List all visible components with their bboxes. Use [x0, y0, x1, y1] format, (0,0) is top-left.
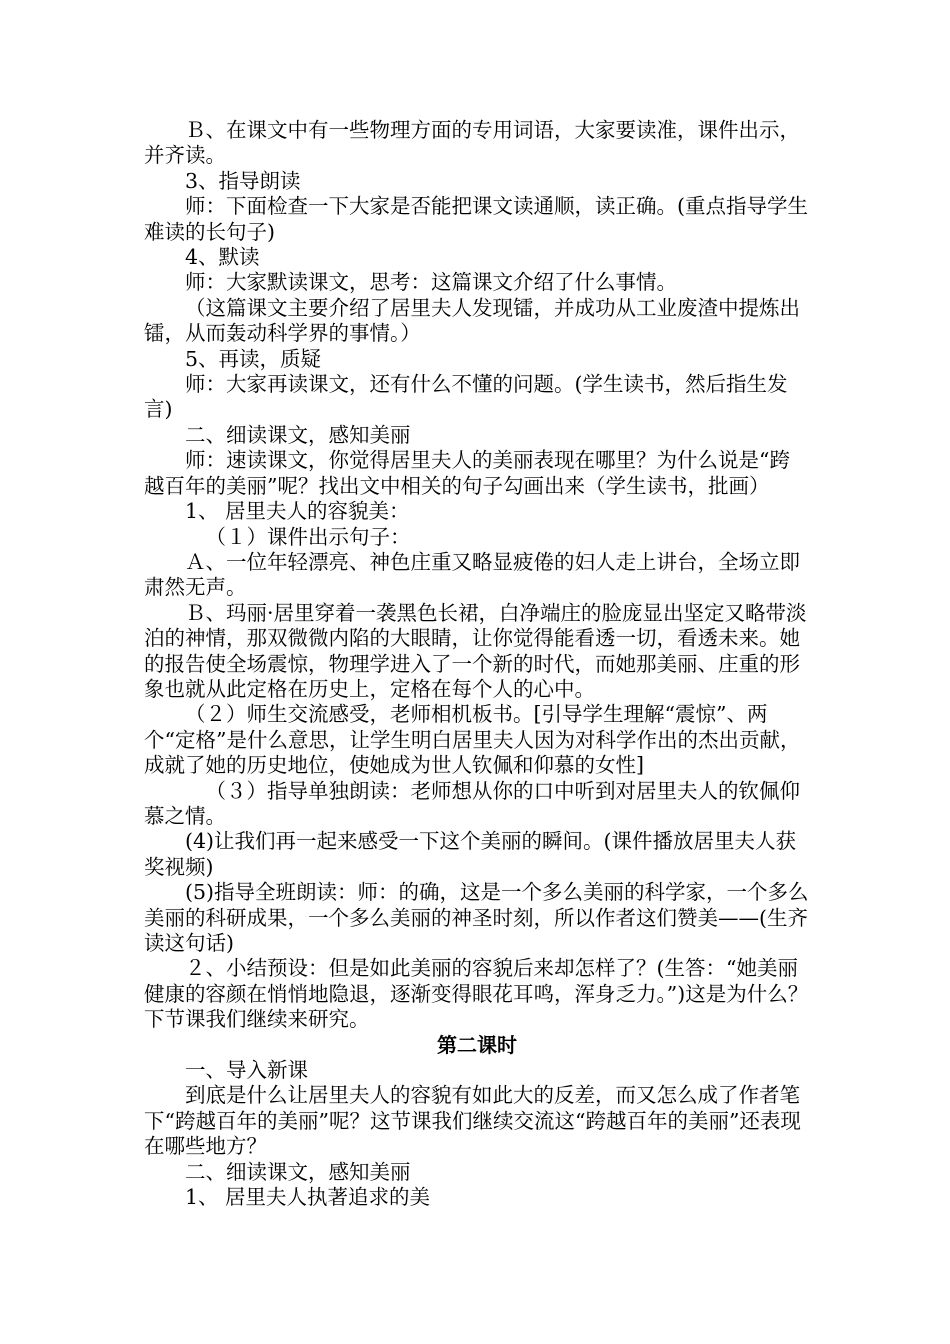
paragraph: 到底是什么让居里夫人的容貌有如此大的反差，而又怎么成了作者笔下“跨越百年的美丽”呢？这节课我们继续交流这“跨越百年的美丽”还表现在哪些地方？: [144, 1083, 801, 1159]
paragraph: Ｂ、在课文中有一些物理方面的专用词语，大家要读准，课件出示，并齐读。: [144, 118, 800, 168]
paragraph: 师：大家再读课文，还有什么不懂的问题。(学生读书，然后指生发言): [144, 372, 788, 422]
paragraph: 二、细读课文，感知美丽: [185, 1159, 411, 1184]
paragraph: 师：大家默读课文，思考：这篇课文介绍了什么事情。: [185, 270, 677, 295]
paragraph: 师：下面检查一下大家是否能把课文读通顺，读正确。(重点指导学生难读的长句子): [144, 194, 808, 244]
paragraph: 二、细读课文，感知美丽: [185, 422, 411, 447]
paragraph: （这篇课文主要介绍了居里夫人发现镭，并成功从工业废渣中提炼出镭，从而轰动科学界的事情。）: [144, 295, 800, 346]
section-title: 第二课时: [437, 1032, 517, 1057]
paragraph: Ｂ、玛丽·居里穿着一袭黑色长裙，白净端庄的脸庞显出坚定又略带淡泊的神情，那双微微内陷的大眼睛，让你觉得能看透一切，看透未来。她的报告使全场震惊，物理学进入了一个新的时代，而她那美丽、庄重的形象也就从此定格在历史上，定格在每个人的心中。: [144, 600, 807, 701]
paragraph: 1、 居里夫人执著追求的美: [185, 1185, 431, 1210]
paragraph: (5)指导全班朗读：师：的确，这是一个多么美丽的科学家，一个多么美丽的科研成果，一个多么美丽的神圣时刻，所以作者这们赞美——(生齐读这句话): [144, 880, 809, 955]
paragraph: 3、指导朗读: [185, 168, 301, 193]
paragraph: 1、 居里夫人的容貌美：: [185, 499, 410, 524]
paragraph: 5、再读，质疑: [185, 346, 322, 371]
paragraph: （３）指导单独朗读：老师想从你的口中听到对居里夫人的钦佩仰慕之情。: [144, 778, 800, 828]
paragraph: (4)让我们再一起来感受一下这个美丽的瞬间。(课件播放居里夫人获奖视频): [144, 829, 797, 879]
paragraph: ２、小结预设：但是如此美丽的容貌后来却怎样了？(生答：“她美丽健康的容颜在悄悄地隐退，逐渐变得眼花耳鸣，浑身乏力。”)这是为什么？下节课我们继续来研究。: [144, 956, 809, 1032]
paragraph: Ａ、一位年轻漂亮、神色庄重又略显疲倦的妇人走上讲台，全场立即肃然无声。: [144, 549, 800, 600]
paragraph: 一、导入新课: [185, 1058, 308, 1083]
paragraph: 师：速读课文，你觉得居里夫人的美丽表现在哪里？为什么说是“跨越百年的美丽”呢？找出文中相关的句子勾画出来（学生读书，批画）: [144, 448, 790, 498]
paragraph: （１）课件出示句子：: [205, 524, 411, 549]
paragraph: （２）师生交流感受，老师相机板书。[引导学生理解“震惊”、两个“定格”是什么意思，让学生明白居里夫人因为对科学作出的杰出贡献，成就了她的历史地位，使她成为世人钦佩和仰慕的女性]: [144, 702, 801, 778]
paragraph: 4、默读: [185, 245, 260, 270]
document-page: [144, 118, 810, 1210]
